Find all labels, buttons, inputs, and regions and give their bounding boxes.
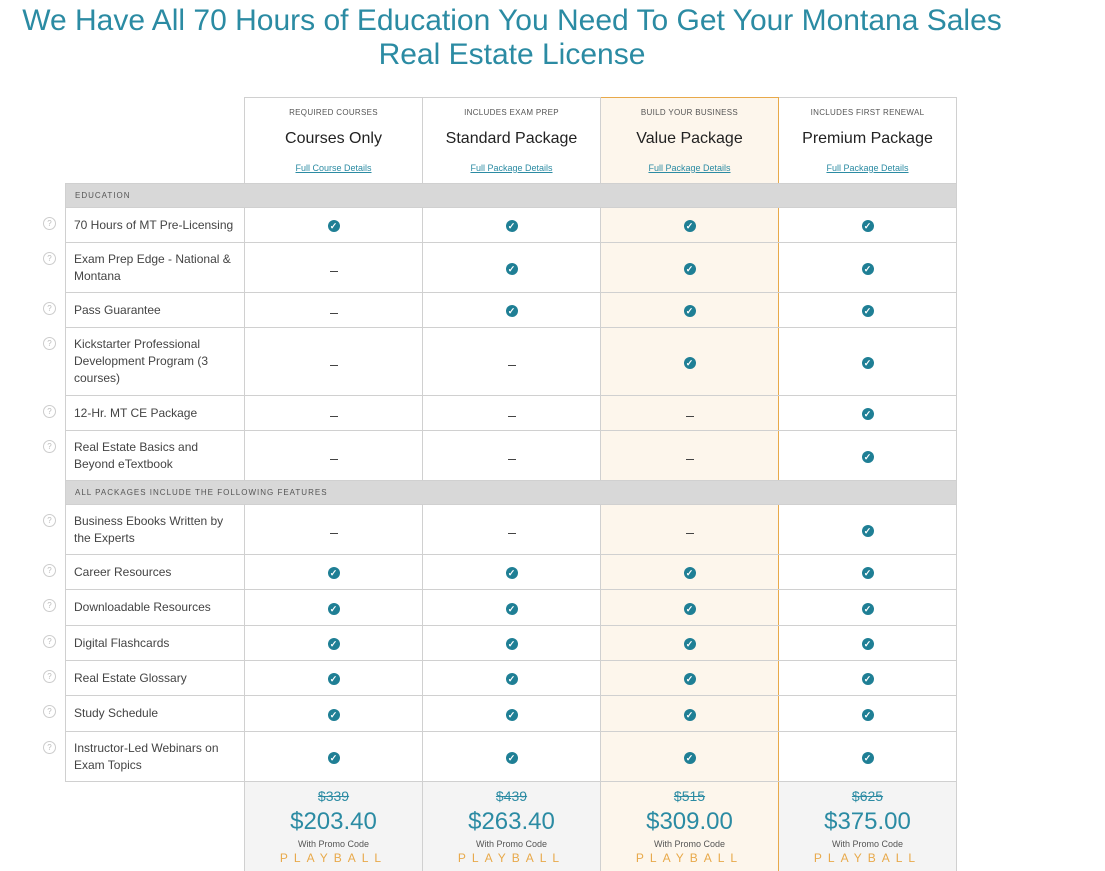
dash-icon [330,313,338,314]
feature-label: Real Estate Glossary [74,670,187,685]
check-icon: ✓ [684,673,696,685]
feature-label: Exam Prep Edge - National & Montana [74,251,231,283]
check-icon: ✓ [506,305,518,317]
table-row [66,555,957,590]
table-row [66,431,957,481]
table-row [66,396,957,431]
original-price: $339 [317,788,350,804]
promo-code: PLAYBALL [457,851,566,865]
package-header [601,98,779,184]
section-header: EDUCATION [66,184,957,208]
package-name: Standard Package [445,129,578,147]
help-icon[interactable]: ? [43,337,56,350]
check-icon: ✓ [506,220,518,232]
help-icon[interactable]: ? [43,741,56,754]
details-link[interactable]: Full Course Details [295,162,372,173]
table-row [66,243,957,293]
dash-icon [330,533,338,534]
package-header [245,98,423,184]
check-icon: ✓ [506,752,518,764]
feature-label: Pass Guarantee [74,302,161,317]
table-row [66,293,957,328]
check-icon: ✓ [506,673,518,685]
help-icon[interactable]: ? [43,705,56,718]
feature-label: Business Ebooks Written by the Experts [74,513,224,545]
details-link[interactable]: Full Package Details [826,162,909,173]
check-icon: ✓ [862,525,874,537]
table-row [66,696,957,732]
price-cell [779,782,957,871]
package-eyebrow: REQUIRED COURSES [289,107,378,117]
check-icon: ✓ [684,305,696,317]
check-icon: ✓ [328,603,340,615]
feature-label: Digital Flashcards [74,635,170,650]
package-header [423,98,601,184]
check-icon: ✓ [684,357,696,369]
check-icon: ✓ [862,305,874,317]
feature-label: Career Resources [74,564,172,579]
help-icon[interactable]: ? [43,564,56,577]
dash-icon [330,365,338,366]
promo-code: PLAYBALL [279,851,388,865]
promo-label: With Promo Code [475,839,548,849]
help-icon[interactable]: ? [43,635,56,648]
package-name: Premium Package [802,129,933,147]
price-cell [245,782,423,871]
feature-label: Kickstarter Professional Development Program (3 courses) [74,337,209,385]
dash-icon [330,459,338,460]
original-price: $439 [495,788,528,804]
sale-price: $375.00 [824,808,911,835]
details-link[interactable]: Full Package Details [648,162,731,173]
check-icon: ✓ [506,709,518,721]
check-icon: ✓ [684,603,696,615]
dash-icon [330,271,338,272]
feature-label: 70 Hours of MT Pre-Licensing [74,217,234,232]
original-price: $515 [673,788,706,804]
promo-label: With Promo Code [297,839,370,849]
feature-label: Downloadable Resources [74,600,211,614]
help-icon[interactable]: ? [43,405,56,418]
table-row [66,328,957,396]
check-icon: ✓ [684,567,696,579]
dash-icon [508,459,516,460]
check-icon: ✓ [328,709,340,721]
check-icon: ✓ [862,567,874,579]
table-row [66,626,957,661]
check-icon: ✓ [328,220,340,232]
check-icon: ✓ [862,451,874,463]
details-link[interactable]: Full Package Details [470,162,553,173]
promo-label: With Promo Code [653,839,726,849]
check-icon: ✓ [862,638,874,650]
package-header [779,98,957,184]
sale-price: $309.00 [646,808,733,835]
check-icon: ✓ [328,673,340,685]
price-cell [601,782,779,871]
original-price: $625 [851,788,884,804]
help-icon[interactable]: ? [43,599,56,612]
package-eyebrow: INCLUDES FIRST RENEWAL [810,107,925,117]
check-icon: ✓ [862,408,874,420]
promo-label: With Promo Code [831,839,904,849]
package-eyebrow: INCLUDES EXAM PREP [464,107,559,117]
check-icon: ✓ [862,709,874,721]
check-icon: ✓ [862,603,874,615]
dash-icon [686,416,694,417]
help-icon[interactable]: ? [43,670,56,683]
feature-label: Study Schedule [74,706,159,720]
corner [66,98,245,184]
help-icon[interactable]: ? [43,440,56,453]
section-header: ALL PACKAGES INCLUDE THE FOLLOWING FEATURES [66,481,957,505]
check-icon: ✓ [862,673,874,685]
package-name: Value Package [636,129,743,147]
check-icon: ✓ [684,752,696,764]
check-icon: ✓ [684,638,696,650]
check-icon: ✓ [684,220,696,232]
check-icon: ✓ [506,567,518,579]
dash-icon [686,459,694,460]
table-row [66,590,957,626]
check-icon: ✓ [506,263,518,275]
price-cell [423,782,601,871]
check-icon: ✓ [328,638,340,650]
check-icon: ✓ [684,709,696,721]
help-icon[interactable]: ? [43,514,56,527]
help-icon[interactable]: ? [43,302,56,315]
comparison-table [47,97,957,871]
sale-price: $203.40 [290,808,377,835]
check-icon: ✓ [862,357,874,369]
feature-label: Instructor-Led Webinars on Exam Topics [74,740,219,772]
dash-icon [686,533,694,534]
feature-label: Real Estate Basics and Beyond eTextbook [74,439,199,471]
table-row [66,505,957,555]
check-icon: ✓ [862,752,874,764]
package-eyebrow: BUILD YOUR BUSINESS [640,107,739,117]
promo-code: PLAYBALL [635,851,744,865]
dash-icon [330,416,338,417]
dash-icon [508,416,516,417]
check-icon: ✓ [506,638,518,650]
package-name: Courses Only [285,129,382,147]
check-icon: ✓ [328,567,340,579]
table-row [66,661,957,696]
check-icon: ✓ [506,603,518,615]
dash-icon [508,533,516,534]
check-icon: ✓ [862,220,874,232]
page-title: We Have All 70 Hours of Education You Need To Get Your Montana Sales Real Estate License [22,4,1002,71]
table-row [66,208,957,243]
feature-label: 12-Hr. MT CE Package [74,405,198,420]
check-icon: ✓ [862,263,874,275]
help-icon[interactable]: ? [43,252,56,265]
help-icon[interactable]: ? [43,217,56,230]
check-icon: ✓ [328,752,340,764]
table-row [66,732,957,782]
promo-code: PLAYBALL [813,851,922,865]
check-icon: ✓ [684,263,696,275]
sale-price: $263.40 [468,808,555,835]
dash-icon [508,365,516,366]
